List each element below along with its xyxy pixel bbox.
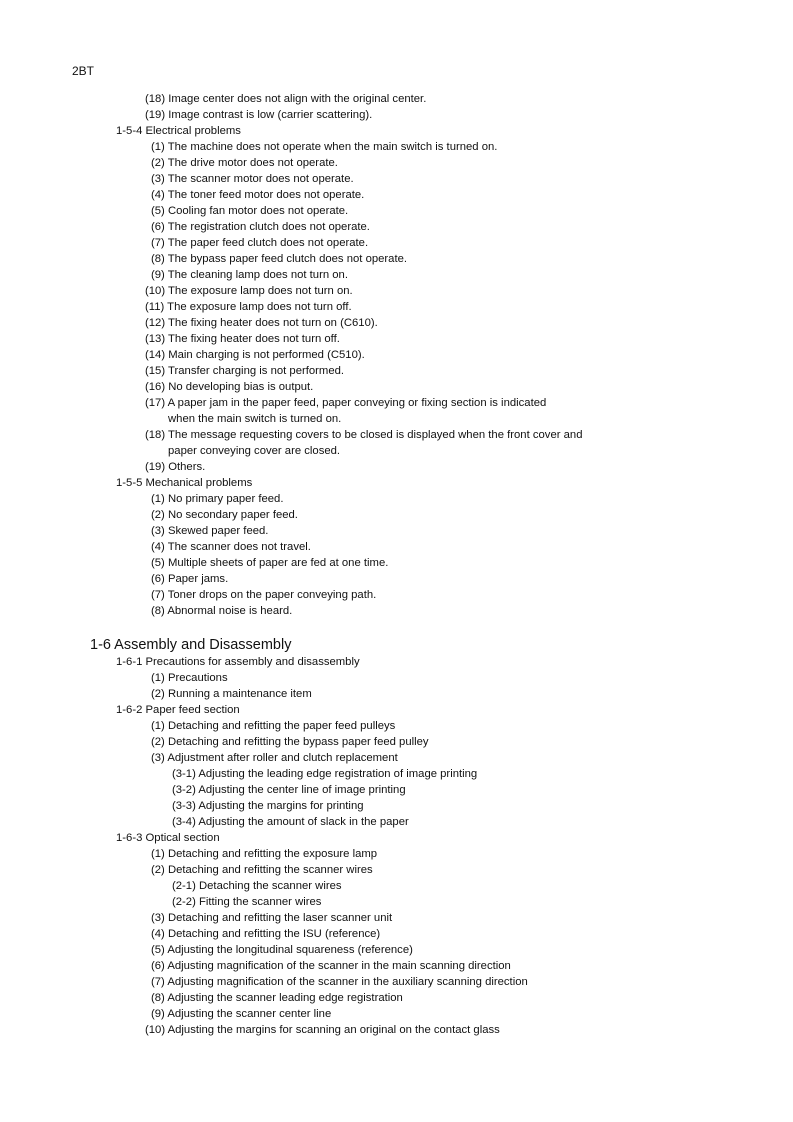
toc-entry-text: (14) Main charging is not performed (C510). [145, 347, 368, 363]
toc-entry-text: (4) The toner feed motor does not operate. [151, 187, 367, 203]
toc-entry-text: (9) The cleaning lamp does not turn on. [151, 267, 351, 283]
toc-entry-text: (8) The bypass paper feed clutch does not operate. [151, 251, 410, 267]
toc-entry-text: (6) Paper jams. [151, 571, 231, 587]
toc-entry-text: (9) Adjusting the scanner center line [151, 1006, 334, 1022]
toc-entry-text: (7) Toner drops on the paper conveying path. [151, 587, 379, 603]
toc-entry-text: (1) Detaching and refitting the exposure lamp [151, 846, 380, 862]
toc-entry-text: (12) The fixing heater does not turn on (C610). [145, 315, 381, 331]
toc-entry-text: (18) Image center does not align with the original center. [145, 91, 429, 107]
toc-entry-text: (2) No secondary paper feed. [151, 507, 301, 523]
toc-entry-text: 1-6-1 Precautions for assembly and disassembly [116, 654, 363, 670]
toc-entry-text: (13) The fixing heater does not turn off. [145, 331, 343, 347]
toc-entry-text: (3-2) Adjusting the center line of image printing [172, 782, 409, 798]
toc-entry-text: when the main switch is turned on. [168, 411, 344, 427]
toc-entry-text: (6) The registration clutch does not operate. [151, 219, 373, 235]
toc-entry-text: 1-5-5 Mechanical problems [116, 475, 255, 491]
toc-entry-text: (19) Others. [145, 459, 208, 475]
toc-entry-text: (8) Abnormal noise is heard. [151, 603, 295, 619]
toc-entry-text: (3-1) Adjusting the leading edge registration of image printing [172, 766, 480, 782]
toc-entry-text: (10) The exposure lamp does not turn on. [145, 283, 356, 299]
toc-entry-text: (2-2) Fitting the scanner wires [172, 894, 324, 910]
toc-entry-text: (17) A paper jam in the paper feed, paper conveying or fixing section is indicated [145, 395, 549, 411]
toc-entry-text: (6) Adjusting magnification of the scanner in the main scanning direction [151, 958, 514, 974]
toc-entry-text: paper conveying cover are closed. [168, 443, 343, 459]
toc-entry-text: (1) No primary paper feed. [151, 491, 286, 507]
toc-entry-text: (7) The paper feed clutch does not operate. [151, 235, 371, 251]
toc-entry-text: (18) The message requesting covers to be closed is displayed when the front cover and [145, 427, 585, 443]
toc-entry-text: (5) Cooling fan motor does not operate. [151, 203, 351, 219]
chapter-title: 1-6 Assembly and Disassembly [90, 637, 292, 653]
toc-entry-text: (2) The drive motor does not operate. [151, 155, 341, 171]
toc-entry-text: (1) Detaching and refitting the paper feed pulleys [151, 718, 398, 734]
toc-entry-text: (2) Detaching and refitting the bypass paper feed pulley [151, 734, 432, 750]
toc-entry-text: 1-5-4 Electrical problems [116, 123, 244, 139]
toc-entry-text: (2) Detaching and refitting the scanner wires [151, 862, 376, 878]
toc-entry-text: (8) Adjusting the scanner leading edge registration [151, 990, 406, 1006]
toc-entry-text: (3-4) Adjusting the amount of slack in the paper [172, 814, 412, 830]
toc-entry-text: (3) Adjustment after roller and clutch replacement [151, 750, 401, 766]
toc-entry-text: (1) Precautions [151, 670, 231, 686]
toc-entry-text: 1-6-2 Paper feed section [116, 702, 243, 718]
toc-entry-text: (19) Image contrast is low (carrier scattering). [145, 107, 375, 123]
page-header-label: 2BT [72, 64, 95, 78]
toc-entry-text: (4) Detaching and refitting the ISU (reference) [151, 926, 383, 942]
toc-entry-text: (5) Adjusting the longitudinal squareness (reference) [151, 942, 416, 958]
toc-entry-text: (3) The scanner motor does not operate. [151, 171, 357, 187]
toc-entry-text: (3) Detaching and refitting the laser scanner unit [151, 910, 395, 926]
toc-entry-text: (2-1) Detaching the scanner wires [172, 878, 345, 894]
toc-entry-text: (3-3) Adjusting the margins for printing [172, 798, 367, 814]
toc-entry-text: (2) Running a maintenance item [151, 686, 315, 702]
toc-entry-text: (5) Multiple sheets of paper are fed at one time. [151, 555, 391, 571]
toc-entry-text: 1-6-3 Optical section [116, 830, 223, 846]
toc-entry-text: (10) Adjusting the margins for scanning an original on the contact glass [145, 1022, 503, 1038]
toc-entry-text: (7) Adjusting magnification of the scanner in the auxiliary scanning direction [151, 974, 531, 990]
toc-entry-text: (15) Transfer charging is not performed. [145, 363, 347, 379]
toc-entry-text: (11) The exposure lamp does not turn off. [145, 299, 355, 315]
toc-entry-text: (1) The machine does not operate when the main switch is turned on. [151, 139, 500, 155]
toc-entry-text: (3) Skewed paper feed. [151, 523, 271, 539]
toc-entry-text: (4) The scanner does not travel. [151, 539, 314, 555]
toc-entry-text: (16) No developing bias is output. [145, 379, 316, 395]
